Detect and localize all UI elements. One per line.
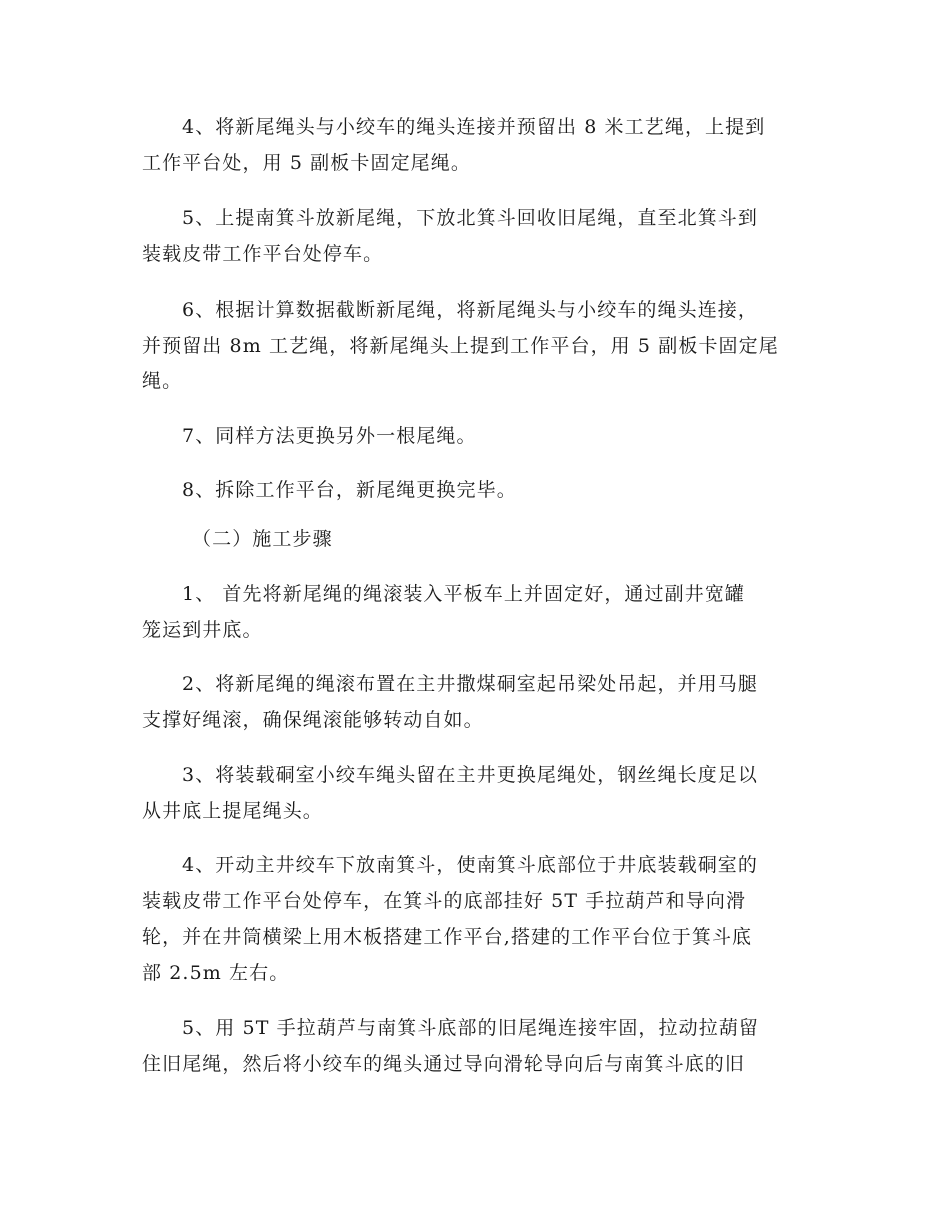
paragraph-line: 6、根据计算数据截断新尾绳，将新尾绳头与小绞车的绳头连接， — [182, 299, 758, 321]
paragraph-line: 装载皮带工作平台处停车，在箕斗的底部挂好 5T 手拉葫芦和导向滑 — [142, 890, 747, 912]
paragraph-line: 5、上提南箕斗放新尾绳，下放北箕斗回收旧尾绳，直至北箕斗到 — [182, 207, 758, 229]
paragraph-line: 装载皮带工作平台处停车。 — [142, 243, 384, 265]
paragraph-line: 4、将新尾绳头与小绞车的绳头连接并预留出 8 米工艺绳，上提到 — [182, 116, 766, 138]
paragraph-line: 3、将装载硐室小绞车绳头留在主井更换尾绳处，钢丝绳长度足以 — [182, 764, 758, 786]
paragraph-line: 住旧尾绳，然后将小绞车的绳头通过导向滑轮导向后与南箕斗底的旧 — [142, 1053, 746, 1075]
paragraph-line: 7、同样方法更换另外一根尾绳。 — [182, 425, 477, 447]
paragraph-line: 2、将新尾绳的绳滚布置在主井撒煤硐室起吊梁处吊起，并用马腿 — [182, 673, 758, 695]
paragraph-line: 8、拆除工作平台，新尾绳更换完毕。 — [182, 479, 517, 501]
paragraph-line: 部 2.5m 左右。 — [142, 962, 290, 984]
paragraph-line: 轮，并在井筒横梁上用木板搭建工作平台,搭建的工作平台位于箕斗底 — [142, 926, 753, 948]
paragraph-line: 工作平台处，用 5 副板卡固定尾绳。 — [142, 152, 471, 174]
paragraph-line: 并预留出 8m 工艺绳，将新尾绳头上提到工作平台，用 5 副板卡固定尾 — [142, 335, 779, 357]
section-heading: （二）施工步骤 — [192, 528, 333, 550]
paragraph-line: 5、用 5T 手拉葫芦与南箕斗底部的旧尾绳连接牢固，拉动拉葫留 — [182, 1017, 760, 1039]
paragraph-line: 支撑好绳滚，确保绳滚能够转动自如。 — [142, 709, 484, 731]
paragraph-line: 从井底上提尾绳头。 — [142, 800, 323, 822]
paragraph-line: 4、开动主井绞车下放南箕斗，使南箕斗底部位于井底装载硐室的 — [182, 854, 758, 876]
paragraph-line: 1、 首先将新尾绳的绳滚装入平板车上并固定好，通过副井宽罐 — [182, 583, 746, 605]
paragraph-line: 笼运到井底。 — [142, 619, 263, 641]
paragraph-line: 绳。 — [142, 370, 183, 392]
